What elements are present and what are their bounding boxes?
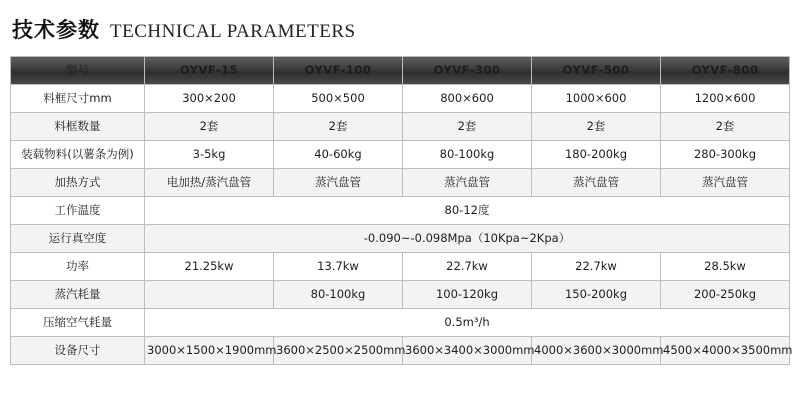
specifications-table bbox=[10, 56, 793, 365]
row-cell: 22.7kw bbox=[403, 253, 532, 281]
row-cell: 电加热/蒸汽盘管 bbox=[145, 169, 274, 197]
row-cell: 150-200kg bbox=[532, 281, 661, 309]
row-cell-merged: -0.090~-0.098Mpa（10Kpa~2Kpa） bbox=[145, 225, 790, 253]
row-cell: 300×200 bbox=[145, 85, 274, 113]
row-cell: 2套 bbox=[661, 113, 790, 141]
row-cell: 280-300kg bbox=[661, 141, 790, 169]
row-cell: 800×600 bbox=[403, 85, 532, 113]
row-label: 功率 bbox=[11, 253, 145, 281]
row-cell: 28.5kw bbox=[661, 253, 790, 281]
page-title-chinese: 技术参数 bbox=[12, 18, 100, 42]
row-cell: 蒸汽盘管 bbox=[532, 169, 661, 197]
row-cell: 4000×3600×3000mm bbox=[532, 337, 661, 365]
row-cell: 200-250kg bbox=[661, 281, 790, 309]
row-cell: 2套 bbox=[145, 113, 274, 141]
row-cell: 40-60kg bbox=[274, 141, 403, 169]
row-label: 装载物料(以薯条为例) bbox=[11, 141, 145, 169]
table-row bbox=[11, 113, 790, 141]
row-label: 设备尺寸 bbox=[11, 337, 145, 365]
table-header bbox=[11, 57, 790, 85]
row-cell: 13.7kw bbox=[274, 253, 403, 281]
table-header-row bbox=[11, 57, 790, 85]
table-row bbox=[11, 309, 790, 337]
column-header-oyvf-15: OYVF-15 bbox=[145, 57, 274, 85]
column-header-oyvf-500: OYVF-500 bbox=[532, 57, 661, 85]
row-cell: 80-100kg bbox=[403, 141, 532, 169]
page-title bbox=[10, 14, 790, 44]
row-cell: 21.25kw bbox=[145, 253, 274, 281]
row-cell-merged: 80-12度 bbox=[145, 197, 790, 225]
row-cell bbox=[145, 281, 274, 309]
row-label: 料框数量 bbox=[11, 113, 145, 141]
table-row bbox=[11, 141, 790, 169]
row-cell: 3600×2500×2500mm bbox=[274, 337, 403, 365]
row-cell: 蒸汽盘管 bbox=[274, 169, 403, 197]
row-label: 料框尺寸mm bbox=[11, 85, 145, 113]
column-header-model: 型号 bbox=[11, 57, 145, 85]
table-row bbox=[11, 337, 790, 365]
table-row bbox=[11, 281, 790, 309]
row-label: 运行真空度 bbox=[11, 225, 145, 253]
row-cell: 3600×3400×3000mm bbox=[403, 337, 532, 365]
row-label: 加热方式 bbox=[11, 169, 145, 197]
row-cell: 2套 bbox=[274, 113, 403, 141]
row-label: 工作温度 bbox=[11, 197, 145, 225]
row-cell: 22.7kw bbox=[532, 253, 661, 281]
table-row bbox=[11, 225, 790, 253]
table-row bbox=[11, 169, 790, 197]
row-cell: 3-5kg bbox=[145, 141, 274, 169]
row-cell: 500×500 bbox=[274, 85, 403, 113]
page-title-english: TECHNICAL PARAMETERS bbox=[110, 21, 356, 42]
column-header-oyvf-100: OYVF-100 bbox=[274, 57, 403, 85]
row-cell: 蒸汽盘管 bbox=[661, 169, 790, 197]
table-row bbox=[11, 197, 790, 225]
row-cell: 蒸汽盘管 bbox=[403, 169, 532, 197]
row-cell: 1200×600 bbox=[661, 85, 790, 113]
column-header-oyvf-800: OYVF-800 bbox=[661, 57, 790, 85]
row-label: 蒸汽耗量 bbox=[11, 281, 145, 309]
row-cell: 2套 bbox=[532, 113, 661, 141]
row-cell: 80-100kg bbox=[274, 281, 403, 309]
row-cell: 4500×4000×3500mm bbox=[661, 337, 790, 365]
row-label: 压缩空气耗量 bbox=[11, 309, 145, 337]
column-header-oyvf-300: OYVF-300 bbox=[403, 57, 532, 85]
table-row bbox=[11, 85, 790, 113]
table-body bbox=[11, 85, 793, 365]
row-cell-merged: 0.5m³/h bbox=[145, 309, 790, 337]
table-row bbox=[11, 253, 790, 281]
row-cell: 100-120kg bbox=[403, 281, 532, 309]
row-cell: 2套 bbox=[403, 113, 532, 141]
row-cell: 3000×1500×1900mm bbox=[145, 337, 274, 365]
row-cell: 180-200kg bbox=[532, 141, 661, 169]
row-cell: 1000×600 bbox=[532, 85, 661, 113]
